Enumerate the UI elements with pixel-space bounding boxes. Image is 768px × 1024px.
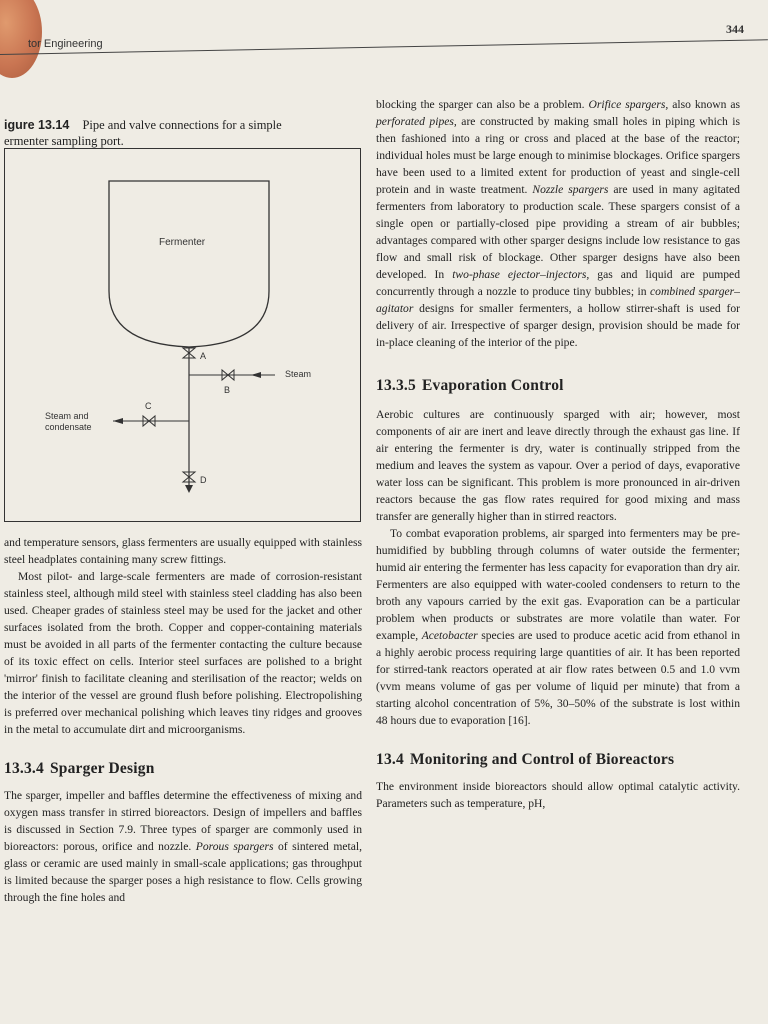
section-heading-evaporation bbox=[376, 377, 740, 394]
right-para-2: Aerobic cultures are continuously sparged with air; however, most components of air are inert and leave directly through the exhaust gas line. If air entering the fermenter is dry, water is continually stripped from the medium and leaves the system as vapour. Over a period of days, evaporative water loss can be significant. This problem is more pronounced in air-driven reactors because the gas flow rates required for good mixing and mass transfer are generally higher than in stirred reactors. bbox=[376, 408, 740, 523]
section-number: 13.3.4 bbox=[4, 760, 44, 777]
figure-caption-line2: ermenter sampling port. bbox=[4, 134, 124, 148]
header-rule bbox=[0, 39, 768, 55]
steam-condensate-line1: Steam and bbox=[45, 411, 89, 421]
section-heading-sparger bbox=[4, 760, 362, 777]
rp1-i5: combined sparger–agitator bbox=[376, 285, 740, 315]
left-para-1: and temperature sensors, glass fermenters are usually equipped with stainless steel headplates containing many screw fittings. bbox=[4, 536, 363, 566]
figure-diagram bbox=[4, 148, 361, 522]
drain-arrow bbox=[185, 485, 193, 493]
right-para-1 bbox=[376, 96, 740, 351]
valve-d-label: D bbox=[200, 475, 207, 485]
left-para-3 bbox=[4, 787, 362, 906]
rp1-i4: two-phase ejector–injectors, bbox=[452, 268, 590, 281]
rp1-c: are constructed by making small holes in piping which is then fashioned into a ring or cross and placed at the base of the reactor; individual holes must be large enough to minimise blockages. Orifice spargers have been used to a limited extent for production of yeast and single-cell protein and in waste treatment. bbox=[376, 115, 740, 196]
right-column bbox=[376, 96, 740, 812]
running-head: tor Engineering bbox=[28, 38, 103, 50]
rp1-i1: Orifice spargers, bbox=[588, 98, 669, 111]
valve-a-label: A bbox=[200, 351, 207, 361]
rp1-d: are used in many agitated fermenters from laboratory to production scale. These spargers consist of a single open or partially-closed pipe providing a stream of air bubbles; advantages compared with other sparger designs include low resistance to gas flow and small risk of blockage. Other sparger designs have also been developed. In bbox=[376, 183, 740, 281]
section-title: Sparger Design bbox=[49, 760, 155, 777]
rp1-f: designs for smaller fermenters, a hollow stirrer-shaft is used for delivery of air. Irrespective of sparger design, provision should be made for in-place cleaning of the interior of the pipe. bbox=[376, 302, 740, 349]
figure-number: igure 13.14 bbox=[4, 118, 70, 132]
rp3-a: To combat evaporation problems, air sparged into fermenters may be pre-humidified by bubbling through columns of water outside the fermenter; humid air entering the fermenter has less capacity for evaporation than dry air. Fermenters are also equipped with water-cooled condensers to return to the broth any vapours carried by the exit gas. Evaporation can be a particular problem when products or substrates are more volatile than water. For example, bbox=[376, 527, 740, 642]
steam-label: Steam bbox=[285, 369, 312, 379]
valve-b-label: B bbox=[224, 385, 231, 395]
condensate-arrow bbox=[113, 418, 123, 424]
right-para-4: The environment inside bioreactors should allow optimal catalytic activity. Parameters such as temperature, pH, bbox=[376, 780, 740, 810]
rp3-i: Acetobacter bbox=[421, 629, 478, 642]
rp1-i3: Nozzle spargers bbox=[532, 183, 609, 196]
rp1-a: blocking the sparger can also be a problem. bbox=[376, 98, 589, 111]
left-para-3-italic: Porous spargers bbox=[195, 840, 274, 853]
valve-c-label: C bbox=[145, 401, 152, 411]
figure-caption bbox=[4, 117, 354, 149]
sampling-port-diagram bbox=[5, 149, 360, 521]
rp1-b: also known as bbox=[668, 98, 740, 111]
right-para-3 bbox=[376, 525, 740, 729]
page-number: 344 bbox=[726, 22, 744, 36]
section-title-monitoring: Monitoring and Control of Bioreactors bbox=[409, 751, 675, 768]
rp3-b: species are used to produce acetic acid from ethanol in a highly aerobic process requiring large quantities of air. It has been reported for stirred-tank reactors operated at air flow rates between 0.5 and 1.0 vvm (vvm means volume of gas per volume of liquid per minute) that from a starting alcohol concentration of 5%, 30–50% of the substrate is lost within 48 hours due to evaporation [16]. bbox=[376, 629, 740, 727]
figure-caption-line1: Pipe and valve connections for a simple bbox=[82, 118, 282, 132]
left-para-3-text-a: The sparger, impeller and baffles determine the effectiveness of mixing and oxygen mass transfer in stirred bioreactors. Design of impellers and baffles is discussed in Section 7.9. Three types of sparger are commonly used in bioreactors: porous, orifice and nozzle. bbox=[4, 789, 362, 853]
section-heading-monitoring bbox=[376, 751, 740, 768]
section-number-monitoring: 13.4 bbox=[376, 751, 404, 768]
rp1-e: gas and liquid are pumped concurrently through a nozzle to produce tiny bubbles; in bbox=[376, 268, 741, 298]
left-column bbox=[4, 534, 362, 906]
section-title-evaporation: Evaporation Control bbox=[421, 377, 564, 394]
rp1-i2: perforated pipes, bbox=[376, 115, 457, 128]
steam-condensate-label bbox=[45, 411, 92, 433]
steam-arrow bbox=[251, 372, 261, 378]
fermenter-label: Fermenter bbox=[159, 237, 206, 248]
fermenter-vessel bbox=[109, 181, 269, 347]
section-number-evaporation: 13.3.5 bbox=[376, 377, 416, 394]
left-para-2: Most pilot- and large-scale fermenters are made of corrosion-resistant stainless steel, although mild steel with stainless steel cladding has also been used. Cheaper grades of stainless steel may be used for the jacket and other surfaces isolated from the broth. Copper and copper-containing materials must be avoided in all parts of the fermenter contacting the culture because of its toxic effect on cells. Interior steel surfaces are polished to a bright 'mirror' finish to facilitate cleaning and sterilisation of the reactor; welds on the interior of the vessel are ground flush before polishing. Electropolishing is preferred over mechanical polishing which leaves tiny ridges and grooves in the metal to accumulate dirt and microorganisms. bbox=[4, 570, 362, 736]
steam-condensate-line2: condensate bbox=[45, 422, 92, 432]
left-para-3-text-b: of sintered metal, glass or ceramic are used mainly in small-scale applications; gas throughput is limited because the sparger poses a high resistance to flow. Cells growing through the fine holes and bbox=[4, 840, 362, 904]
